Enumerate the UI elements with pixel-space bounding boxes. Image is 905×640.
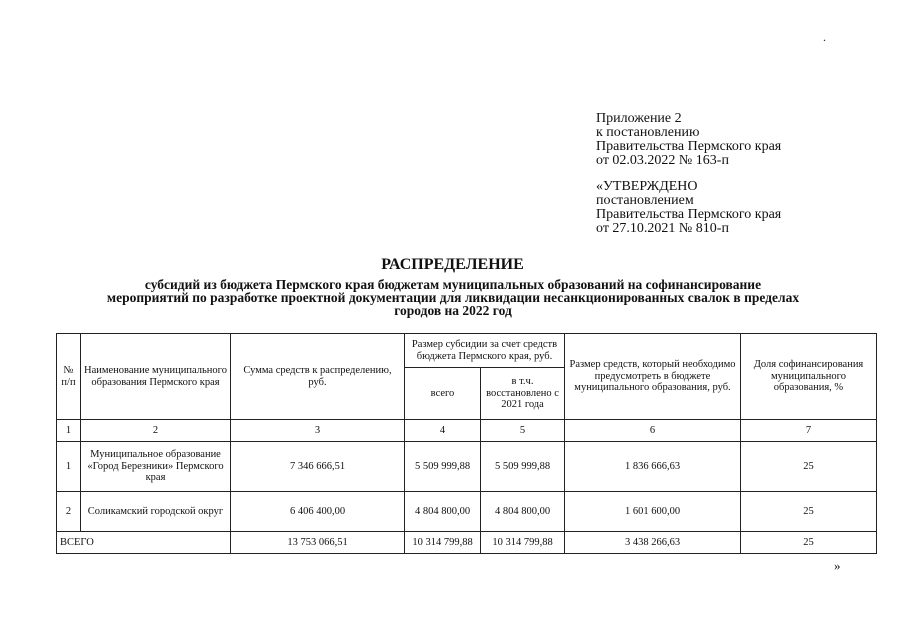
appendix-line: от 02.03.2022 № 163-п bbox=[596, 153, 729, 168]
corner-mark: . bbox=[823, 30, 826, 44]
document-title: РАСПРЕДЕЛЕНИЕ bbox=[381, 256, 524, 273]
header-name: Наименование муниципального образования Пермского края bbox=[81, 334, 231, 420]
approved-line: Правительства Пермского края bbox=[596, 207, 782, 222]
row-sum: 7 346 666,51 bbox=[231, 442, 405, 492]
total-share: 25 bbox=[741, 532, 877, 554]
total-label: ВСЕГО bbox=[57, 532, 231, 554]
approved-line: «УТВЕРЖДЕНО bbox=[596, 179, 698, 194]
approved-line: постановлением bbox=[596, 193, 694, 208]
subtitle-line: мероприятий по разработке проектной документации для ликвидации несанкционированных свалок в пределах bbox=[106, 290, 800, 305]
header-share: Доля софинансирования муниципального образования, % bbox=[741, 334, 877, 420]
column-number: 6 bbox=[565, 420, 741, 442]
row-share: 25 bbox=[741, 442, 877, 492]
row-name: Соликамский городской округ bbox=[81, 492, 231, 532]
distribution-table bbox=[56, 333, 877, 554]
row-municipal-funds: 1 601 600,00 bbox=[565, 492, 741, 532]
row-sum: 6 406 400,00 bbox=[231, 492, 405, 532]
appendix-line: к постановлению bbox=[596, 125, 700, 140]
row-subsidy-restored: 4 804 800,00 bbox=[481, 492, 565, 532]
column-number: 1 bbox=[57, 420, 81, 442]
approved-line: от 27.10.2021 № 810-п bbox=[596, 221, 729, 236]
document-subtitle bbox=[48, 278, 858, 317]
header-subsidy-group: Размер субсидии за счет средств бюджета Пермского края, руб. bbox=[405, 334, 565, 368]
total-municipal-funds: 3 438 266,63 bbox=[565, 532, 741, 554]
table-row bbox=[57, 492, 877, 532]
total-sum: 13 753 066,51 bbox=[231, 532, 405, 554]
appendix-header bbox=[596, 112, 781, 168]
header-subsidy-restored: в т.ч. восстановлено с 2021 года bbox=[481, 368, 565, 420]
closing-quote: » bbox=[834, 558, 841, 573]
row-subsidy-restored: 5 509 999,88 bbox=[481, 442, 565, 492]
header-subsidy-total: всего bbox=[405, 368, 481, 420]
row-municipal-funds: 1 836 666,63 bbox=[565, 442, 741, 492]
row-num: 1 bbox=[57, 442, 81, 492]
table-row bbox=[57, 442, 877, 492]
total-subsidy-restored: 10 314 799,88 bbox=[481, 532, 565, 554]
column-number-row bbox=[57, 420, 877, 442]
header-sum: Сумма средств к распределению, руб. bbox=[231, 334, 405, 420]
column-number: 5 bbox=[481, 420, 565, 442]
subtitle-line: городов на 2022 год bbox=[394, 303, 512, 318]
row-subsidy-total: 4 804 800,00 bbox=[405, 492, 481, 532]
total-subsidy-total: 10 314 799,88 bbox=[405, 532, 481, 554]
approved-header bbox=[596, 180, 781, 236]
total-row bbox=[57, 532, 877, 554]
header-municipal-funds: Размер средств, который необходимо предусмотреть в бюджете муниципального образования, руб. bbox=[565, 334, 741, 420]
column-number: 4 bbox=[405, 420, 481, 442]
row-share: 25 bbox=[741, 492, 877, 532]
column-number: 2 bbox=[81, 420, 231, 442]
header-row bbox=[57, 334, 877, 368]
row-name: Муниципальное образование «Город Березники» Пермского края bbox=[81, 442, 231, 492]
column-number: 3 bbox=[231, 420, 405, 442]
column-number: 7 bbox=[741, 420, 877, 442]
row-num: 2 bbox=[57, 492, 81, 532]
row-subsidy-total: 5 509 999,88 bbox=[405, 442, 481, 492]
appendix-line: Правительства Пермского края bbox=[596, 139, 782, 154]
appendix-line: Приложение 2 bbox=[596, 111, 682, 126]
subtitle-line: субсидий из бюджета Пермского края бюджетам муниципальных образований на софинансирование bbox=[144, 277, 762, 292]
header-num: № п/п bbox=[57, 334, 81, 420]
